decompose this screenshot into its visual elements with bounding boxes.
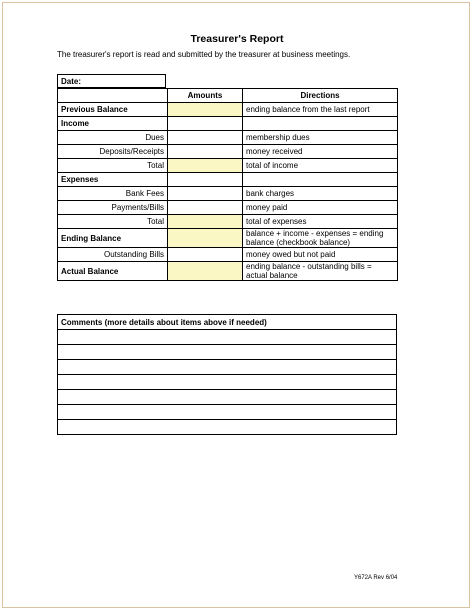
expenses-total-amount[interactable] (168, 215, 243, 229)
comment-line (58, 420, 397, 435)
deposits-direction: money received (243, 145, 398, 159)
bank-fees-amount[interactable] (168, 187, 243, 201)
income-total-amount[interactable] (168, 159, 243, 173)
expenses-total-direction: total of expenses (243, 215, 398, 229)
ending-balance-label: Ending Balance (58, 229, 168, 248)
payments-amount[interactable] (168, 201, 243, 215)
expenses-direction (243, 173, 398, 187)
actual-balance-direction: ending balance - outstanding bills = actual balance (243, 262, 398, 281)
header-amounts: Amounts (168, 89, 243, 103)
previous-balance-amount[interactable] (168, 103, 243, 117)
income-total-direction: total of income (243, 159, 398, 173)
report-subtitle: The treasurer's report is read and submitted by the treasurer at business meetings. (57, 50, 351, 59)
row-dues (58, 131, 398, 145)
date-field[interactable] (57, 74, 166, 88)
row-outstanding-bills (58, 248, 398, 262)
row-previous-balance (58, 103, 398, 117)
row-deposits (58, 145, 398, 159)
header-blank (58, 89, 168, 103)
comment-line (58, 360, 397, 375)
row-bank-fees (58, 187, 398, 201)
ending-balance-direction: balance + income - expenses = ending balance (checkbook balance) (243, 229, 398, 248)
comment-line-field[interactable] (58, 405, 397, 420)
income-total-label: Total (58, 159, 168, 173)
row-expenses (58, 173, 398, 187)
comments-label: Comments (more details about items above if needed) (58, 315, 397, 330)
actual-balance-label: Actual Balance (58, 262, 168, 281)
deposits-amount[interactable] (168, 145, 243, 159)
outstanding-bills-label: Outstanding Bills (58, 248, 168, 262)
comment-line-field[interactable] (58, 420, 397, 435)
outstanding-bills-direction: money owed but not paid (243, 248, 398, 262)
comment-line (58, 330, 397, 345)
previous-balance-direction: ending balance from the last report (243, 103, 398, 117)
comment-line-field[interactable] (58, 390, 397, 405)
comments-header-row (58, 315, 397, 330)
row-payments (58, 201, 398, 215)
header-row (58, 89, 398, 103)
row-expenses-total (58, 215, 398, 229)
comment-line-field[interactable] (58, 330, 397, 345)
form-revision: Y672A Rev 6/04 (354, 575, 398, 581)
comment-line (58, 405, 397, 420)
payments-direction: money paid (243, 201, 398, 215)
actual-balance-amount[interactable] (168, 262, 243, 281)
header-directions: Directions (243, 89, 398, 103)
row-income-total (58, 159, 398, 173)
deposits-label: Deposits/Receipts (58, 145, 168, 159)
income-label: Income (58, 117, 168, 131)
report-table (57, 88, 398, 281)
bank-fees-direction: bank charges (243, 187, 398, 201)
expenses-total-label: Total (58, 215, 168, 229)
row-actual-balance (58, 262, 398, 281)
report-title: Treasurer's Report (190, 33, 284, 45)
previous-balance-label: Previous Balance (58, 103, 168, 117)
expenses-amount (168, 173, 243, 187)
income-direction (243, 117, 398, 131)
payments-label: Payments/Bills (58, 201, 168, 215)
outstanding-bills-amount[interactable] (168, 248, 243, 262)
dues-label: Dues (58, 131, 168, 145)
comment-line (58, 375, 397, 390)
comments-table (57, 314, 397, 435)
ending-balance-amount[interactable] (168, 229, 243, 248)
dues-amount[interactable] (168, 131, 243, 145)
bank-fees-label: Bank Fees (58, 187, 168, 201)
income-amount (168, 117, 243, 131)
row-income (58, 117, 398, 131)
date-label: Date: (61, 77, 82, 86)
row-ending-balance (58, 229, 398, 248)
comment-line (58, 345, 397, 360)
comment-line-field[interactable] (58, 375, 397, 390)
comment-line-field[interactable] (58, 360, 397, 375)
expenses-label: Expenses (58, 173, 168, 187)
comment-line (58, 390, 397, 405)
dues-direction: membership dues (243, 131, 398, 145)
comment-line-field[interactable] (58, 345, 397, 360)
